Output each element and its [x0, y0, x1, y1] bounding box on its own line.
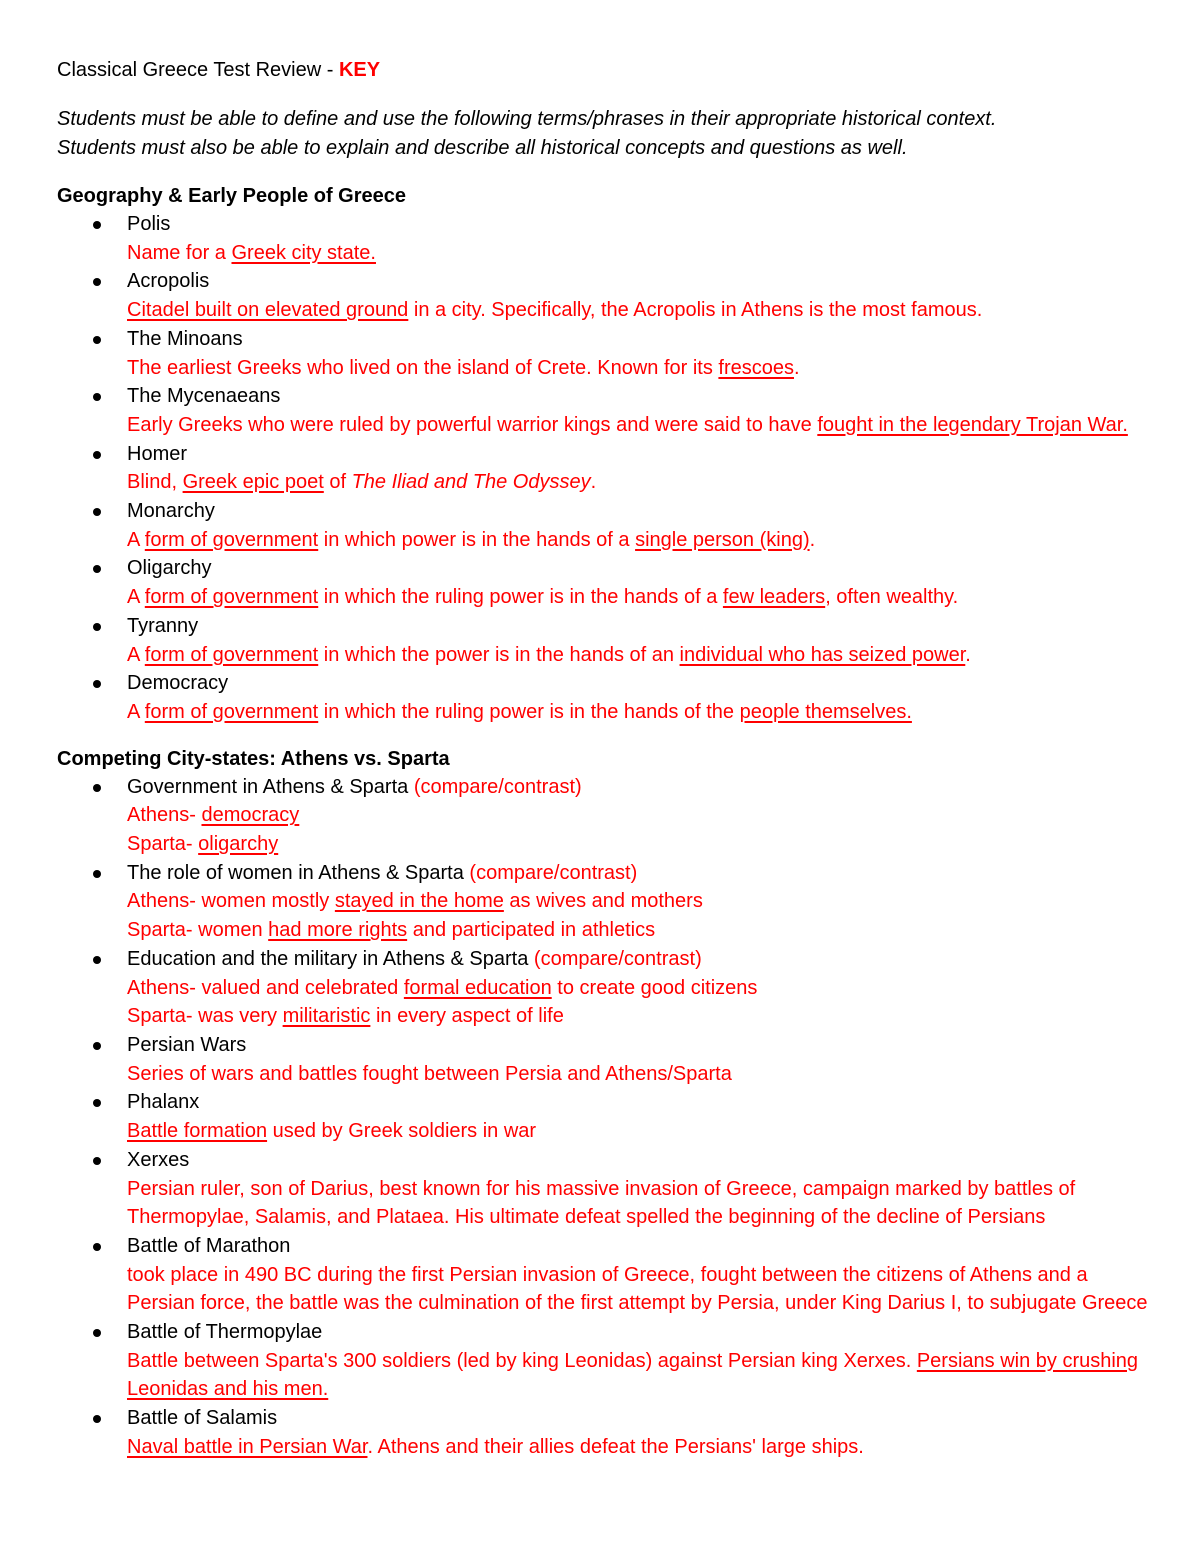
answer-key-phrase: individual who has seized power [679, 643, 966, 666]
page-title [57, 55, 1157, 85]
bullet-icon [93, 565, 101, 573]
term-label: Monarchy [127, 500, 215, 523]
term-name [127, 210, 1157, 239]
bullet-icon [93, 221, 101, 229]
term-name [127, 382, 1157, 411]
term-label: Acropolis [127, 270, 210, 293]
answer-line [127, 1060, 1157, 1089]
term-list-item [57, 1146, 1157, 1232]
answer-text: in which power is in the hands of a [318, 528, 636, 551]
term-name [127, 669, 1157, 698]
term-list-item [57, 1318, 1157, 1404]
term-label: Persian Wars [127, 1033, 247, 1056]
answer-text: of [323, 471, 352, 494]
bullet-icon [93, 680, 101, 688]
term-note: (compare/contrast) [533, 947, 702, 970]
answer-text: A [127, 700, 145, 723]
term-name [127, 1232, 1157, 1261]
term-name [127, 773, 1157, 802]
bullet-icon [93, 623, 101, 631]
bullet-icon [93, 1099, 101, 1107]
answer-key-phrase: few leaders [722, 586, 826, 609]
answer-text: Battle between Sparta's 300 soldiers (led by king Leonidas) against Persian king Xerxes. [127, 1349, 917, 1372]
answer-key-phrase: people themselves. [739, 700, 912, 723]
term-list-item [57, 612, 1157, 669]
answer-text: The Iliad and The Odyssey [351, 471, 591, 494]
bullet-icon [93, 451, 101, 459]
term-name [127, 612, 1157, 641]
answer-text: A [127, 528, 145, 551]
answer-text: in which the ruling power is in the hands of the [318, 700, 740, 723]
answer-line [127, 526, 1157, 555]
answer-text: Sparta- women [127, 919, 269, 942]
term-list-item [57, 773, 1157, 859]
term-list-item [57, 382, 1157, 439]
bullet-icon [93, 870, 101, 878]
term-label: Tyranny [127, 614, 199, 637]
term-name [127, 945, 1157, 974]
answer-text: . [590, 471, 597, 494]
answer-key-phrase: single person (king) [635, 528, 810, 551]
term-name [127, 267, 1157, 296]
term-name [127, 859, 1157, 888]
answer-text: Athens- [127, 804, 202, 827]
answer-text: Athens- women mostly [127, 890, 335, 913]
answer-key-phrase: militaristic [282, 1005, 371, 1028]
term-list [57, 773, 1157, 1462]
answer-text: Series of wars and battles fought between Persia and Athens/Sparta [127, 1062, 732, 1085]
bullet-icon [93, 784, 101, 792]
answer-key-phrase: Naval battle in Persian War [127, 1435, 368, 1458]
bullet-icon [93, 336, 101, 344]
term-label: Battle of Thermopylae [127, 1321, 323, 1344]
term-name [127, 1031, 1157, 1060]
answer-line [127, 583, 1157, 612]
term-list-item [57, 1404, 1157, 1461]
section-heading: Competing City-states: Athens vs. Sparta [57, 747, 450, 770]
answer-key-phrase: form of government [144, 586, 319, 609]
term-label: The role of women in Athens & Sparta [127, 861, 470, 884]
answer-text: Early Greeks who were ruled by powerful warrior kings and were said to have [127, 413, 818, 436]
answer-line [127, 830, 1157, 859]
document-page [57, 55, 1157, 1480]
answer-text: to create good citizens [551, 976, 758, 999]
answer-line [127, 1347, 1157, 1404]
term-list-item [57, 859, 1157, 945]
term-name [127, 1146, 1157, 1175]
term-list-item [57, 945, 1157, 1031]
answer-key-phrase: Greek city state. [231, 241, 376, 264]
answer-text: . Athens and their allies defeat the Persians' large ships. [367, 1435, 864, 1458]
term-list-item [57, 325, 1157, 382]
answer-line [127, 974, 1157, 1003]
answer-line [127, 354, 1157, 383]
answer-text: Blind, [127, 471, 183, 494]
term-label: Polis [127, 213, 171, 235]
term-name [127, 497, 1157, 526]
term-name [127, 325, 1157, 354]
answer-key-phrase: frescoes [718, 356, 794, 379]
answer-line [127, 887, 1157, 916]
term-list-item [57, 1088, 1157, 1145]
answer-key-phrase: Citadel built on elevated ground [127, 299, 409, 322]
term-label: Homer [127, 442, 188, 465]
answer-text: used by Greek soldiers in war [267, 1120, 537, 1143]
term-label: Xerxes [127, 1148, 190, 1171]
term-list [57, 210, 1157, 727]
instructions-line: Students must also be able to explain and describe all historical concepts and questions as well. [57, 137, 908, 159]
answer-line [127, 411, 1157, 440]
answer-text: A [127, 643, 145, 666]
answer-key-phrase: form of government [144, 643, 319, 666]
term-label: Education and the military in Athens & Sparta [127, 947, 534, 970]
answer-key-phrase: form of government [144, 700, 319, 723]
term-name [127, 1318, 1157, 1347]
answer-text: The earliest Greeks who lived on the island of Crete. Known for its [127, 356, 719, 379]
bullet-icon [93, 393, 101, 401]
term-name [127, 1404, 1157, 1433]
instructions [57, 105, 1157, 163]
bullet-icon [93, 956, 101, 964]
term-label: Oligarchy [127, 557, 212, 580]
answer-text: , often wealthy. [825, 586, 959, 609]
answer-text: Persian ruler, son of Darius, best known for his massive invasion of Greece, campaign marked by battles of Thermopylae, Salamis, and Plataea. His ultimate defeat spelled the beginning of the decline of Persians [127, 1177, 1076, 1229]
answer-line [127, 239, 1157, 268]
term-name [127, 1088, 1157, 1117]
term-note: (compare/contrast) [413, 775, 582, 798]
answer-text: in a city. Specifically, the Acropolis in Athens is the most famous. [408, 299, 983, 322]
answer-text: . [965, 643, 971, 666]
term-label: Battle of Salamis [127, 1407, 278, 1430]
term-name [127, 440, 1157, 469]
answer-line [127, 916, 1157, 945]
answer-line [127, 468, 1157, 497]
answer-key-phrase: stayed in the home [334, 890, 504, 913]
term-list-item [57, 210, 1157, 267]
answer-key-phrase: Greek epic poet [182, 471, 324, 494]
term-label: Democracy [127, 672, 229, 695]
answer-line [127, 1002, 1157, 1031]
term-label: Battle of Marathon [127, 1234, 291, 1257]
answer-line [127, 1433, 1157, 1462]
answer-text: A [127, 586, 145, 609]
bullet-icon [93, 1042, 101, 1050]
term-list-item [57, 1031, 1157, 1088]
answer-text: Name for a [127, 241, 232, 264]
sections-container [57, 182, 1157, 1462]
answer-text: and participated in athletics [407, 919, 656, 942]
term-list-item [57, 267, 1157, 324]
term-list-item [57, 497, 1157, 554]
bullet-icon [93, 1157, 101, 1165]
bullet-icon [93, 508, 101, 516]
answer-line [127, 1175, 1157, 1232]
answer-text: took place in 490 BC during the first Persian invasion of Greece, fought between the citizens of Athens and a Persian force, the battle was the culmination of the first attempt by Persia, under King Darius I, to subjugate Greece [127, 1263, 1148, 1315]
term-list-item [57, 440, 1157, 497]
answer-key-phrase: formal education [403, 976, 552, 999]
term-list-item [57, 1232, 1157, 1318]
term-label: The Mycenaeans [127, 385, 281, 408]
answer-line [127, 801, 1157, 830]
answer-line [127, 296, 1157, 325]
title-key-label: KEY [338, 59, 381, 81]
answer-text: in every aspect of life [370, 1005, 564, 1028]
answer-line [127, 1261, 1157, 1318]
term-name [127, 554, 1157, 583]
answer-key-phrase: oligarchy [198, 833, 279, 856]
answer-text: Athens- valued and celebrated [127, 976, 404, 999]
bullet-icon [93, 1329, 101, 1337]
answer-text: . [794, 356, 800, 379]
term-label: Government in Athens & Sparta [127, 775, 414, 798]
term-note: (compare/contrast) [469, 861, 638, 884]
answer-key-phrase: fought in the legendary Trojan War. [817, 413, 1128, 436]
answer-text: Sparta- [127, 833, 199, 856]
bullet-icon [93, 278, 101, 286]
answer-line [127, 1117, 1157, 1146]
answer-key-phrase: democracy [201, 804, 300, 827]
answer-text: in which the power is in the hands of an [318, 643, 680, 666]
answer-key-phrase: Persians win by crushing Leonidas and his men. [127, 1349, 1139, 1401]
term-list-item [57, 554, 1157, 611]
answer-line [127, 641, 1157, 670]
answer-text: in which the ruling power is in the hands of a [318, 586, 723, 609]
bullet-icon [93, 1243, 101, 1251]
instructions-line: Students must be able to define and use the following terms/phrases in their appropriate historical context. [57, 108, 997, 130]
bullet-icon [93, 1415, 101, 1423]
answer-line [127, 698, 1157, 727]
answer-text: as wives and mothers [503, 890, 703, 913]
section-heading: Geography & Early People of Greece [57, 185, 407, 207]
answer-text: . [809, 528, 816, 551]
term-label: Phalanx [127, 1091, 200, 1114]
answer-key-phrase: Battle formation [127, 1120, 268, 1143]
answer-key-phrase: form of government [144, 528, 319, 551]
title-text: Classical Greece Test Review - [57, 59, 339, 81]
answer-key-phrase: had more rights [268, 919, 408, 942]
term-label: The Minoans [127, 327, 243, 350]
answer-text: Sparta- was very [127, 1005, 283, 1028]
term-list-item [57, 669, 1157, 726]
